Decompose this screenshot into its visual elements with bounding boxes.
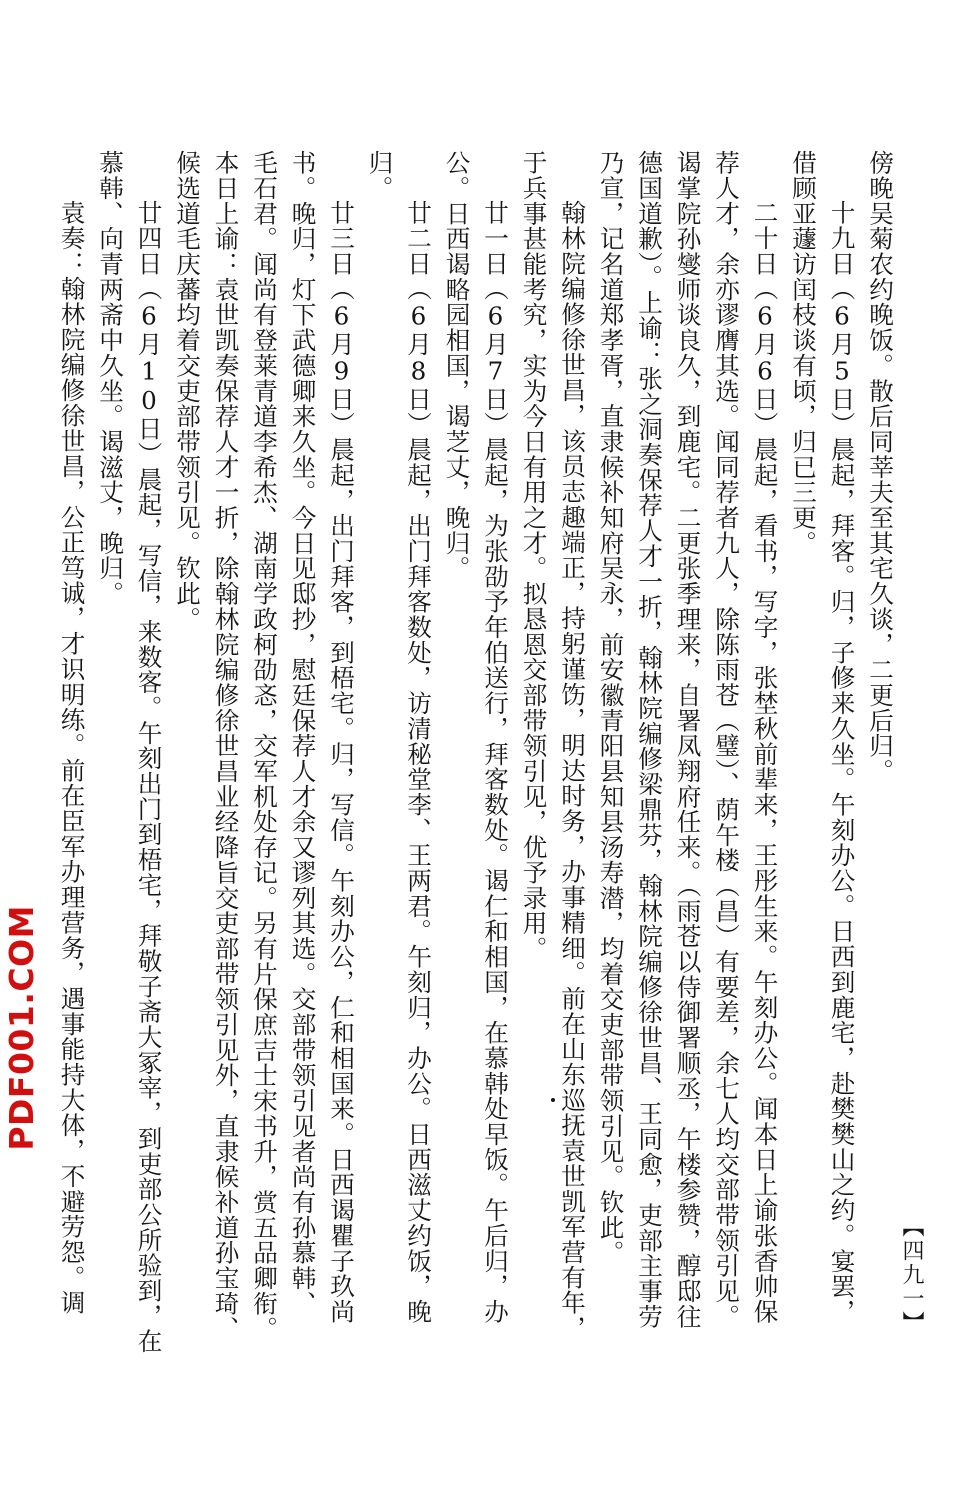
text-column: 谒掌院孙燮师谈良久，到鹿宅。二更张季理来，自署凤翔府任来。（雨苍以侍御署顺丞，午楼参赞，醇邸往 <box>673 150 703 1330</box>
text-column: 慕韩、向青两斋中久坐。谒滋丈，晚归。 <box>96 150 125 607</box>
text-column: 本日上谕：袁世凯奏保荐人才一折，除翰林院编修徐世昌业经降旨交吏部带领引见外，直隶候补道孙宝琦、 <box>211 150 241 1342</box>
text-column: 廿二日（6月8日）晨起，出门拜客数处，访清秘堂李、王两君。午刻归，办公。日西滋丈约饭，晚 <box>404 200 433 1325</box>
page-number: 【四九一】 <box>899 1215 924 1335</box>
text-column: 廿四日（6月10日）晨起，写信，来数客。午刻出门到梧宅，拜敬子斋大冢宰，到吏部公所验到，在 <box>134 200 164 1354</box>
text-column: 傍晚吴菊农约晚饭。散后同莘夫至其宅久谈，二更后归。 <box>866 150 895 784</box>
text-column: 于兵事甚能考究，实为今日有用之才。拟恳恩交部带领引见，优予录用。 <box>519 150 549 962</box>
text-column: 归。 <box>365 150 395 201</box>
text-column: 袁奏：翰林院编修徐世昌，公正笃诚，才识明练。前在臣军办理营务，遇事能持大体，不避劳怨。调 <box>57 200 87 1316</box>
text-column: 廿三日（6月9日）晨起，出门拜客，到梧宅。归，写信。午刻办公，仁和相国来。日西谒瞿子玖尚 <box>327 200 356 1325</box>
stray-dot-mark <box>551 1098 555 1102</box>
text-column: 毛石君。闻尚有登莱青道李希杰、湖南学政柯劭忞，交军机处存记。另有片保庶吉士宋书升，赏五品卿衔。 <box>250 150 279 1342</box>
vertical-text-body <box>57 150 899 1354</box>
text-column: 二十日（6月6日）晨起，看书，写字，张埜秋前辈来，王彤生来。午刻办公。闻本日上谕张香帅保 <box>750 200 780 1325</box>
text-column: 书。晚归，灯下武德卿来久坐。今日见邸抄，慰廷保荐人才余又谬列其选。交部带领引见者尚有孙慕韩、 <box>288 150 318 1317</box>
text-column: 候选道毛庆蕃均着交吏部带领引见。钦此。 <box>173 150 202 632</box>
text-column: 德国道歉）。上谕：张之洞奏保荐人才一折，翰林院编修梁鼎芬，翰林院编修徐世昌、王同愈，吏部主事劳 <box>635 150 664 1330</box>
text-column: 十九日（6月5日）晨起，拜客。归，子修来久坐。午刻办公。日西到鹿宅，赴樊樊山之约。宴罢， <box>827 200 857 1325</box>
text-column: 荐人才，余亦谬膺其选。闻同荐者九人，除陈雨苍（璧）、荫午楼（昌）有要差，余七人均交部带领引见。 <box>712 150 741 1330</box>
text-column: 公。日西谒略园相国，谒芝丈，晚归。 <box>442 150 472 581</box>
text-column: 借顾亚蘧访闰枝谈有顷，归已三更。 <box>789 150 818 556</box>
text-column: 乃宣，记名道郑孝胥，直隶候补知府吴永，前安徽青阳县知县汤寿潜，均着交吏部带领引见。钦此。 <box>596 150 626 1266</box>
watermark: PDF001.COM <box>2 905 41 1151</box>
text-column: 翰林院编修徐世昌，该员志趣端正，持躬谨饬，明达时务，办事精细。前在山东巡抚袁世凯军营有年， <box>558 200 587 1341</box>
text-column: 廿一日（6月7日）晨起，为张劭予年伯送行，拜客数处。谒仁和相国，在慕韩处早饭。午后归，办 <box>481 200 510 1325</box>
